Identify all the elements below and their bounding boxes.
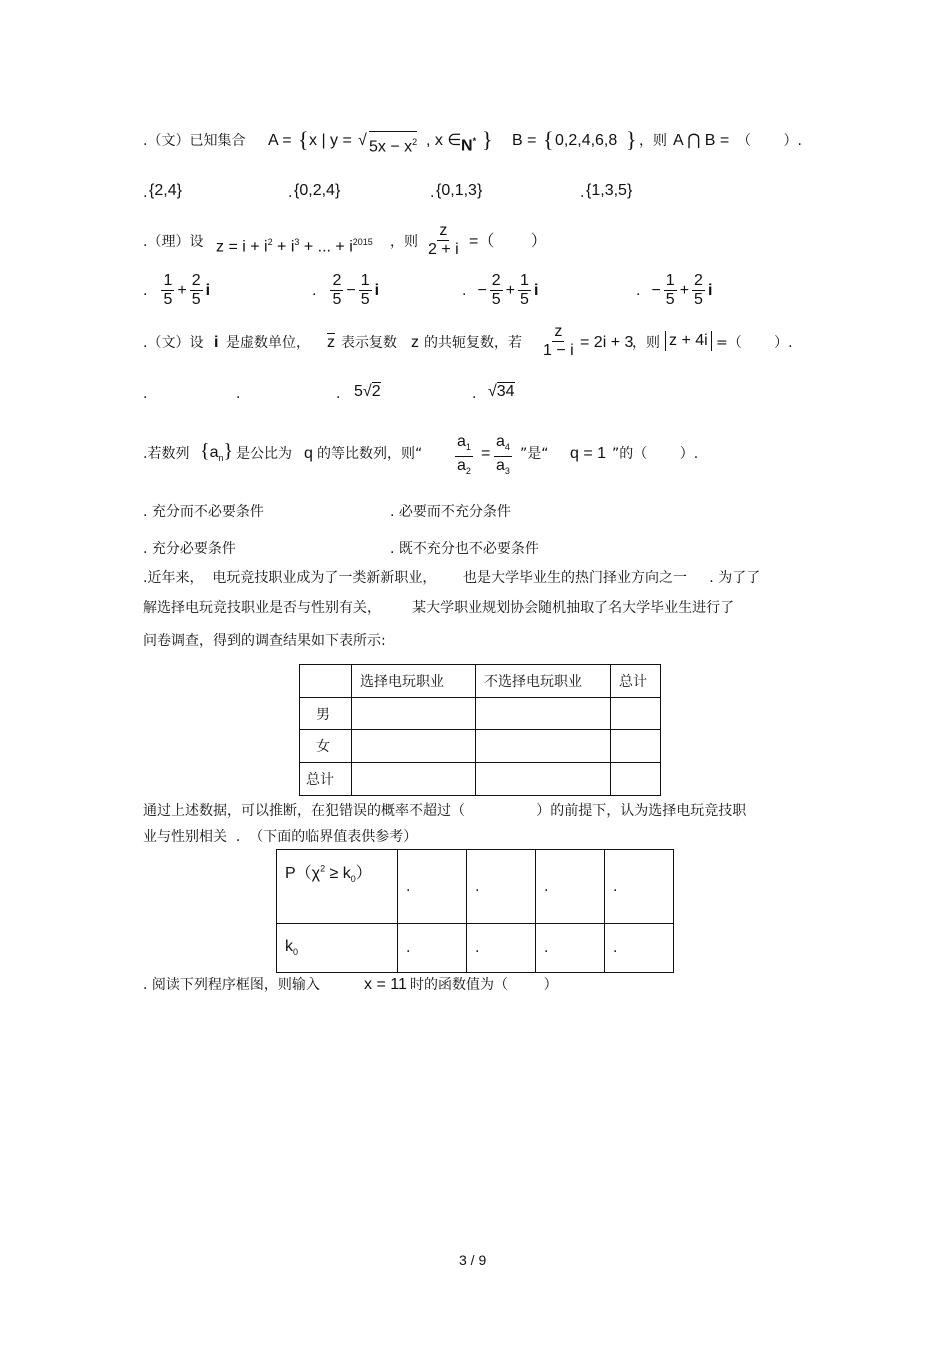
- q4-text3: ”是“: [520, 446, 549, 462]
- q6-tail: 时的函数值为（ ）: [410, 977, 558, 993]
- q3-choice-c-mark: .: [336, 386, 341, 402]
- choice-imaginary-unit: i: [205, 281, 211, 299]
- choice-mark: .: [143, 281, 148, 299]
- choice-operator: +: [679, 281, 690, 299]
- q5-row-total-label: 总计: [300, 763, 352, 796]
- choice-fraction-1: [330, 272, 343, 309]
- q3-tail: =（ ）.: [716, 335, 793, 351]
- page-number: 3 / 9: [459, 1252, 487, 1268]
- q2-choice-a: [143, 272, 210, 309]
- q6-text: . 阅读下列程序框图，则输入: [143, 977, 320, 993]
- q4-choice-a: . 充分而不必要条件: [143, 504, 264, 520]
- q4-q: q: [304, 445, 313, 462]
- q3-choice-d: √34: [488, 383, 515, 400]
- choice-imaginary-unit: i: [374, 281, 380, 299]
- q3-abs: z + 4i: [665, 331, 712, 351]
- q1-choice-c: {0,1,3}: [436, 182, 483, 199]
- q4-sequence: $\{a_n\}$: [200, 440, 234, 464]
- q5-critical-value-table: [276, 849, 674, 973]
- choice-mark: .: [462, 281, 467, 299]
- q1-join: ，则: [639, 133, 667, 149]
- q4-fraction-1: [455, 433, 473, 480]
- choice-mark: .: [636, 281, 641, 299]
- choice-fraction-2: [359, 272, 372, 309]
- choice-sign: −: [477, 281, 487, 299]
- q1-paren: （ ）.: [737, 133, 802, 149]
- q3-i: i: [214, 334, 219, 351]
- q5-crit-row2-val4: .: [605, 924, 674, 973]
- q1-choice-a-mark: .: [143, 185, 148, 201]
- q2-choice-d: [636, 272, 712, 309]
- q2-choice-c: [462, 272, 538, 309]
- choice-den-1: 5: [332, 291, 342, 308]
- q5-crit-row1-val2: .: [467, 850, 536, 924]
- choice-num-2: 1: [520, 272, 529, 289]
- q5-table-header-not-choose: 不选择电玩职业: [476, 665, 611, 698]
- q4-choice-d: . 既不充分也不必要条件: [390, 541, 539, 557]
- q4-fraction-2: [494, 433, 512, 480]
- q5-crit-row1-val4: .: [605, 850, 674, 924]
- q1-choice-d-mark: .: [580, 185, 585, 201]
- q5-line3: 问卷调查，得到的调查结果如下表所示:: [143, 633, 386, 649]
- q1-choice-a: {2,4}: [149, 182, 182, 199]
- q5-contingency-table: [299, 664, 661, 796]
- q5-crit-row1-label: $P(\chi^2 \ge k_0)$: [277, 850, 398, 924]
- q2-frac-den: 2 + i: [428, 241, 459, 258]
- q3-choice-b: .: [236, 386, 241, 402]
- choice-fraction-2: [190, 272, 203, 309]
- q5-row-male-total: [611, 698, 661, 730]
- choice-num-2: 2: [191, 272, 201, 289]
- q3-zbar: $\overline{z}$: [327, 334, 335, 351]
- choice-num-2: 2: [694, 272, 703, 289]
- q2-join: ，则: [390, 234, 418, 250]
- choice-mark: .: [312, 281, 317, 299]
- choice-fraction-1: [161, 272, 174, 309]
- q1-sqrt-sign: √: [358, 132, 367, 149]
- q3-rhs: = 2i + 3: [580, 334, 634, 351]
- q5-crit-row2-val3: .: [536, 924, 605, 973]
- q5-table-header-choose: 选择电玩职业: [352, 665, 476, 698]
- q5-row-total-not: [476, 763, 611, 796]
- choice-num-1: 2: [332, 272, 342, 289]
- q2-fraction: [426, 222, 461, 259]
- q3-frac-num: z: [554, 323, 563, 340]
- choice-imaginary-unit: i: [533, 281, 539, 299]
- q5-line2: 解选择电玩竞技职业是否与性别有关， 某大学职业规划协会随机抽取了名大学毕业生进行了: [143, 600, 735, 616]
- q4-choice-b: . 必要而不充分条件: [390, 504, 511, 520]
- q1-choice-b: {0,2,4}: [294, 182, 341, 199]
- q4-lead: .若数列: [143, 446, 190, 462]
- choice-operator: −: [346, 281, 356, 299]
- choice-imaginary-unit: i: [707, 281, 713, 299]
- choice-fraction-1: [664, 272, 677, 309]
- q4-f2-num: $a_4$: [494, 433, 512, 457]
- q1-choice-c-mark: .: [430, 185, 435, 201]
- q1-setB-brace-open: {: [543, 127, 554, 152]
- q2-choice-b: [312, 272, 379, 309]
- q3-text4: ，则: [632, 335, 660, 351]
- q3-text2: 表示复数: [341, 335, 397, 351]
- q5-row-female-choose: [352, 730, 476, 763]
- choice-den-1: 5: [163, 291, 173, 308]
- q2-expression: $z = i + i^2 + i^3$ + ... + $i^{2015}$: [216, 237, 373, 256]
- choice-sign: −: [651, 281, 661, 299]
- q5-line1: .近年来， 电玩竞技职业成为了一类新新职业， 也是大学毕业生的热门择业方向之一 . 为了了: [143, 570, 761, 586]
- q1-nstar: N*: [461, 136, 477, 155]
- q1-setA-body: x | y =: [309, 132, 352, 149]
- q4-f1-den: $a_2$: [457, 457, 471, 477]
- q1-setA-label: A =: [268, 132, 292, 149]
- q4-q1: q = 1: [570, 445, 607, 462]
- q2-eq: =（ ）: [469, 233, 547, 250]
- q2-lead: .（理）设: [143, 234, 204, 250]
- q5-crit-row2-label: $k_0$: [277, 924, 398, 973]
- q1-setB-body: 0,2,4,6,8: [555, 132, 618, 149]
- q3-choice-a: .: [143, 386, 148, 402]
- q4-eq: =: [481, 445, 491, 462]
- choice-den-2: 5: [360, 291, 370, 308]
- choice-fraction-2: [518, 272, 531, 309]
- q3-text3: 的共轭复数，若: [424, 335, 522, 351]
- q3-z: z: [411, 334, 419, 351]
- choice-operator: +: [505, 281, 516, 299]
- choice-num-1: 1: [163, 272, 173, 289]
- choice-num-1: 1: [665, 272, 675, 289]
- q5-after1: 通过上述数据，可以推断，在犯错误的概率不超过（ ）的前提下，认为选择电玩竞技职: [143, 803, 747, 819]
- q4-text2: 的等比数列，则“: [317, 446, 423, 462]
- q1-choice-b-mark: .: [288, 185, 293, 201]
- q5-crit-row1-val1: .: [398, 850, 467, 924]
- q5-row-total-total: [611, 763, 661, 796]
- q5-row-total-choose: [352, 763, 476, 796]
- q5-crit-row2-val1: .: [398, 924, 467, 973]
- q6-x: x = 11: [364, 976, 407, 993]
- choice-num-2: 1: [360, 272, 370, 289]
- q1-ask: A ⋂ B =: [673, 132, 730, 149]
- q5-crit-row2-val2: .: [467, 924, 536, 973]
- q4-text1: 是公比为: [236, 446, 292, 462]
- q5-row-male-label: 男: [300, 698, 352, 730]
- q4-text4: ”的（ ）.: [612, 446, 699, 462]
- q1-brace-open: {: [298, 127, 309, 152]
- choice-fraction-2: [692, 272, 705, 309]
- q1-brace-close: }: [482, 127, 493, 152]
- q4-f2-den: $a_3$: [496, 457, 510, 477]
- q4-choice-c: . 充分必要条件: [143, 541, 236, 557]
- q1-sqrt-body: $5x - x^2$: [369, 131, 417, 157]
- q1-lead: .（文）已知集合: [143, 133, 246, 149]
- choice-fraction-1: [490, 272, 503, 309]
- choice-operator: +: [177, 281, 187, 299]
- q1-choice-d: {1,3,5}: [586, 182, 633, 199]
- q5-table-header-empty: [300, 665, 352, 698]
- choice-den-2: 5: [520, 291, 529, 308]
- q1-setB-label: B =: [512, 132, 537, 149]
- q5-row-male-not: [476, 698, 611, 730]
- choice-den-2: 5: [694, 291, 703, 308]
- q2-frac-num: z: [439, 222, 448, 239]
- q5-row-male-choose: [352, 698, 476, 730]
- choice-den-2: 5: [191, 291, 201, 308]
- q5-row-female-total: [611, 730, 661, 763]
- q5-crit-row1-val3: .: [536, 850, 605, 924]
- q1-setB-brace-close: }: [626, 127, 637, 152]
- q5-row-female-label: 女: [300, 730, 352, 763]
- choice-num-1: 2: [491, 272, 501, 289]
- q5-row-female-not: [476, 730, 611, 763]
- q3-lead: .（文）设: [143, 335, 204, 351]
- q3-text1: 是虚数单位，: [226, 335, 310, 351]
- q3-frac-den: 1 − i: [543, 342, 574, 359]
- q3-choice-c: 5√2: [354, 383, 381, 400]
- choice-den-1: 5: [665, 291, 675, 308]
- q4-f1-num: $a_1$: [455, 433, 473, 457]
- q3-fraction: [541, 323, 576, 360]
- q5-table-header-total: 总计: [611, 665, 661, 698]
- choice-den-1: 5: [491, 291, 501, 308]
- q3-choice-d-mark: .: [472, 386, 477, 402]
- q1-setA-tail: , x ∈: [426, 132, 462, 149]
- q5-after2: 业与性别相关 . （下面的临界值表供参考）: [143, 829, 418, 845]
